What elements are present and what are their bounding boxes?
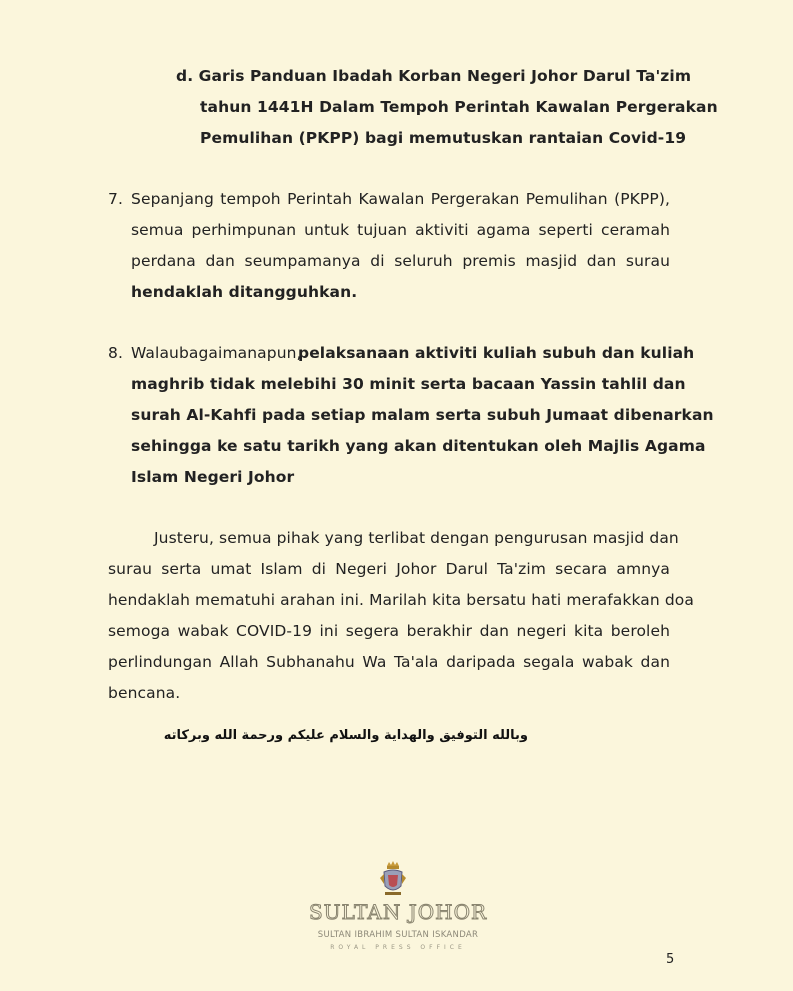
item-d-line-3: Pemulihan (PKPP) bagi memutuskan rantaian Covid-19 xyxy=(200,129,687,147)
item-8-line-1-plain: Walaubagaimanapun, xyxy=(131,344,302,362)
item-7-line-2: semua perhimpunan untuk tujuan aktiviti agama seperti ceramah xyxy=(131,221,670,239)
closing-line-1: Justeru, semua pihak yang terlibat dengan pengurusan masjid dan xyxy=(154,529,679,547)
sultan-johor-logo xyxy=(300,860,496,970)
closing-line-3: hendaklah mematuhi arahan ini. Marilah kita bersatu hati merafakkan doa xyxy=(108,591,694,609)
item-7-number: 7. xyxy=(108,190,123,208)
item-8-line-5: Islam Negeri Johor xyxy=(131,468,295,486)
item-8-line-2: maghrib tidak melebihi 30 minit serta bacaan Yassin tahlil dan xyxy=(131,375,686,393)
logo-subtitle: SULTAN IBRAHIM SULTAN ISKANDAR xyxy=(317,930,479,940)
item-d-line-1: d. Garis Panduan Ibadah Korban Negeri Johor Darul Ta'zim xyxy=(176,67,692,85)
logo-title: SULTAN JOHOR xyxy=(308,900,488,924)
item-8-line-1-bold: pelaksanaan aktiviti kuliah subuh dan kuliah xyxy=(298,344,695,362)
royal-crest-icon xyxy=(378,860,408,898)
item-7-line-4: hendaklah ditangguhkan. xyxy=(131,283,358,301)
item-d-line-2: tahun 1441H Dalam Tempoh Perintah Kawalan Pergerakan xyxy=(200,98,718,116)
item-8-line-4: sehingga ke satu tarikh yang akan ditentukan oleh Majlis Agama xyxy=(131,437,706,455)
closing-line-5: perlindungan Allah Subhanahu Wa Ta'ala daripada segala wabak dan xyxy=(108,653,670,671)
item-7-line-3: perdana dan seumpamanya di seluruh premis masjid dan surau xyxy=(131,252,670,270)
closing-line-6: bencana. xyxy=(108,684,181,702)
item-7-line-1: Sepanjang tempoh Perintah Kawalan Pergerakan Pemulihan (PKPP), xyxy=(131,190,670,208)
closing-line-2: surau serta umat Islam di Negeri Johor Darul Ta'zim secara amnya xyxy=(108,560,670,578)
logo-office: ROYAL PRESS OFFICE xyxy=(330,944,466,951)
closing-line-4: semoga wabak COVID-19 ini segera berakhir dan negeri kita beroleh xyxy=(108,622,670,640)
page-number: 5 xyxy=(666,952,675,967)
arabic-closing: وبالله التوفيق والهداية والسلام عليكم ورحمة الله وبركاته xyxy=(163,728,528,743)
item-8-number: 8. xyxy=(108,344,123,362)
item-8-line-3: surah Al-Kahfi pada setiap malam serta subuh Jumaat dibenarkan xyxy=(131,406,714,424)
